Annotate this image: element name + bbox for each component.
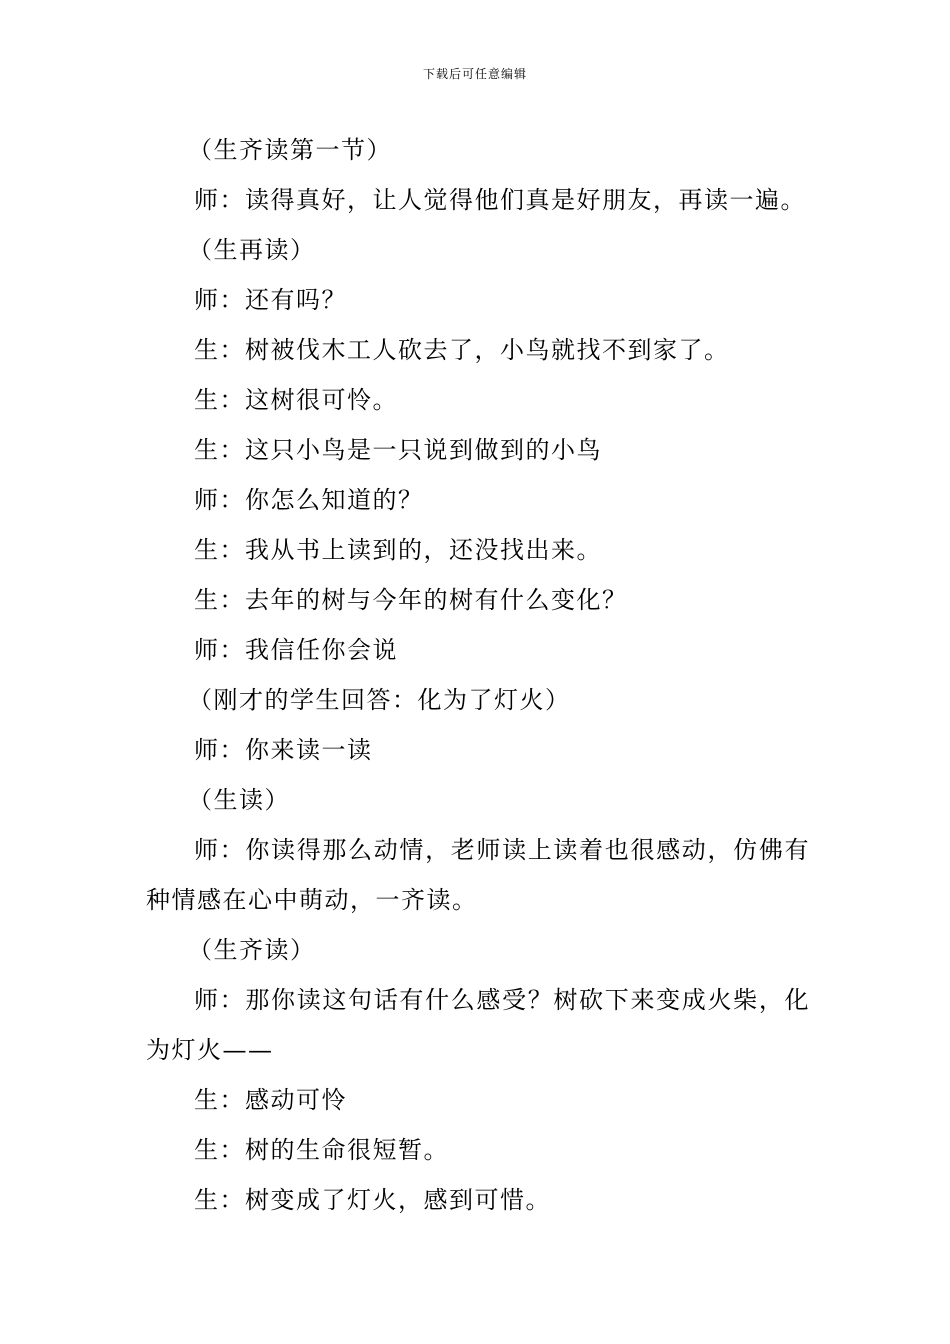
paragraph: 生：这只小鸟是一只说到做到的小鸟 xyxy=(194,436,602,464)
paragraph: （刚才的学生回答：化为了灯火） xyxy=(188,686,571,714)
page-header: 下载后可任意编辑 xyxy=(422,67,527,81)
paragraph: 师：你读得那么动情，老师读上读着也很感动，仿佛有种情感在心中萌动，一齐读。 xyxy=(146,836,810,914)
paragraph: 师：我信任你会说 xyxy=(194,636,398,664)
paragraph: 师：你怎么知道的？ xyxy=(194,486,424,514)
paragraph: （生齐读） xyxy=(188,936,316,964)
paragraph: （生齐读第一节） xyxy=(188,136,392,164)
paragraph: （生再读） xyxy=(188,236,316,264)
paragraph: 生：树被伐木工人砍去了，小鸟就找不到家了。 xyxy=(194,336,730,364)
paragraph: 师：读得真好，让人觉得他们真是好朋友，再读一遍。 xyxy=(194,186,806,214)
document-body xyxy=(146,125,810,1225)
paragraph: （生读） xyxy=(188,786,290,814)
paragraph: 师：你来读一读 xyxy=(194,736,373,764)
paragraph: 生：树变成了灯火，感到可惜。 xyxy=(194,1186,551,1214)
paragraph: 师：还有吗？ xyxy=(194,286,347,314)
paragraph: 生：去年的树与今年的树有什么变化？ xyxy=(194,586,628,614)
paragraph: 生：我从书上读到的，还没找出来。 xyxy=(194,536,602,564)
paragraph: 生：感动可怜 xyxy=(194,1086,347,1114)
paragraph: 生：树的生命很短暂。 xyxy=(194,1136,449,1164)
paragraph: 生：这树很可怜。 xyxy=(194,386,398,414)
paragraph: 师：那你读这句话有什么感受？树砍下来变成火柴，化为灯火—— xyxy=(146,986,810,1064)
